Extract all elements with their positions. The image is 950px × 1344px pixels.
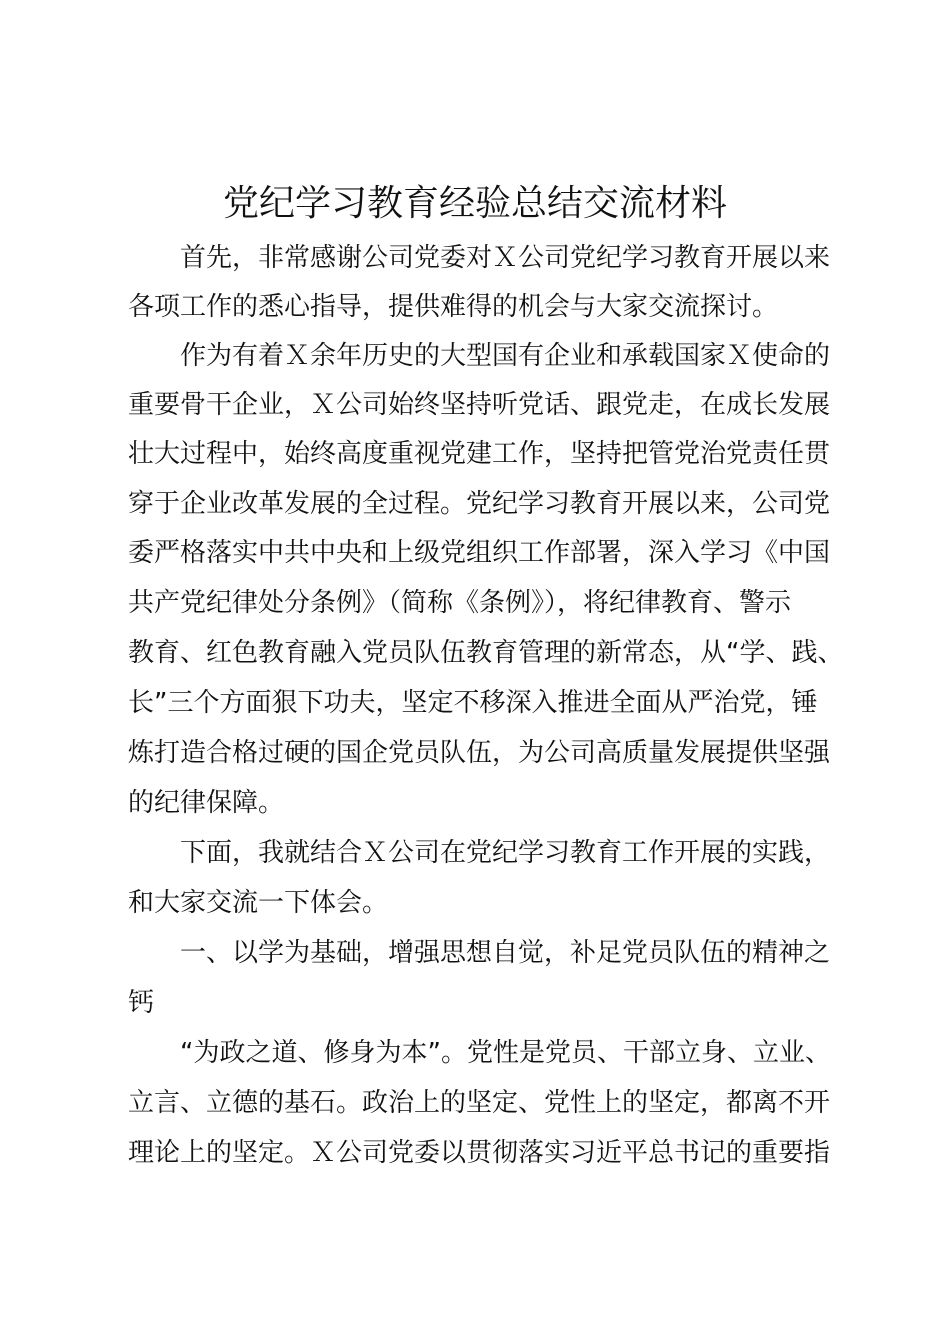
- paragraph-line: 重要骨干企业，Ｘ公司始终坚持听党话、跟党走，在成长发展: [128, 390, 831, 420]
- paragraph-line: 共产党纪律处分条例》（简称《条例》），将纪律教育、警示: [128, 588, 792, 618]
- paragraph-line: 和大家交流一下体会。: [128, 888, 389, 918]
- paragraph-line: “为政之道、修身为本”。党性是党员、干部立身、立业、: [180, 1038, 831, 1068]
- paragraph-line: 作为有着Ｘ余年历史的大型国有企业和承载国家Ｘ使命的: [180, 341, 831, 371]
- paragraph-line: 穿于企业改革发展的全过程。党纪学习教育开展以来，公司党: [128, 489, 831, 519]
- section-heading-line: 一、以学为基础，增强思想自觉，补足党员队伍的精神之: [180, 938, 831, 968]
- paragraph-line: 的纪律保障。: [128, 788, 285, 818]
- paragraph-line: 炼打造合格过硬的国企党员队伍，为公司高质量发展提供坚强: [128, 738, 831, 768]
- paragraph-line: 委严格落实中共中央和上级党组织工作部署，深入学习《中国: [128, 538, 831, 568]
- paragraph-line: 长”三个方面狠下功夫，坚定不移深入推进全面从严治党，锤: [128, 688, 818, 718]
- section-heading-line: 钙: [128, 988, 155, 1018]
- paragraph-line: 壮大过程中，始终高度重视党建工作，坚持把管党治党责任贯: [128, 439, 831, 469]
- paragraph-line: 首先，非常感谢公司党委对Ｘ公司党纪学习教育开展以来: [180, 243, 831, 273]
- paragraph-line: 教育、红色教育融入党员队伍教育管理的新常态，从“学、践、: [128, 638, 844, 668]
- document-title: 党纪学习教育经验总结交流材料: [222, 183, 727, 224]
- paragraph-line: 各项工作的悉心指导，提供难得的机会与大家交流探讨。: [128, 292, 779, 322]
- paragraph-line: 下面，我就结合Ｘ公司在党纪学习教育工作开展的实践，: [180, 838, 831, 868]
- paragraph-line: 立言、立德的基石。政治上的坚定、党性上的坚定，都离不开: [128, 1088, 831, 1118]
- paragraph-line: 理论上的坚定。Ｘ公司党委以贯彻落实习近平总书记的重要指: [128, 1138, 831, 1168]
